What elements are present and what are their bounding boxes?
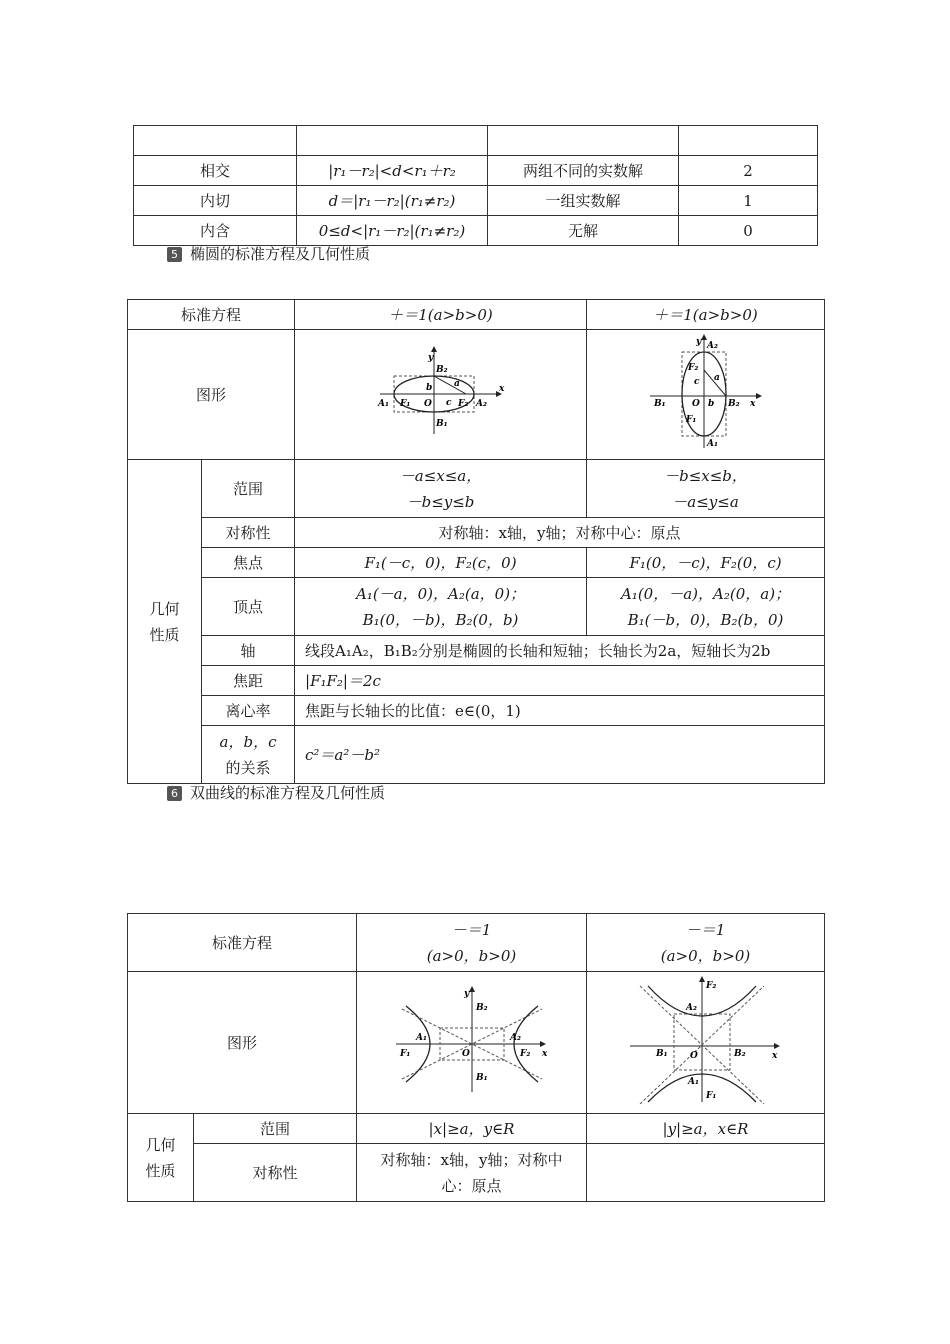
focal-label: 焦距 (202, 666, 295, 696)
a2-label: A₂ (475, 398, 487, 409)
vertex-vertical: A₁(0，－a)，A₂(0，a)； B₁(－b，0)，B₂(b，0) (587, 578, 825, 636)
eccentricity-value: 焦距与长轴长的比值：e∈(0，1) (295, 696, 825, 726)
f2-label: F₂ (519, 1048, 530, 1059)
group-label: 性质 (145, 1161, 176, 1180)
solutions-cell: 一组实数解 (488, 186, 679, 216)
equation-horizontal: ＋＝1(a>b>0) (295, 300, 587, 330)
abc-relation-label: a，b，c 的关系 (202, 726, 295, 784)
solutions-cell: 两组不同的实数解 (488, 156, 679, 186)
x-axis-label: x (749, 398, 755, 409)
symmetry-vertical (587, 1144, 825, 1202)
focus-vertical: F₁(0，－c)，F₂(0，c) (587, 548, 825, 578)
group-label: 性质 (149, 625, 180, 644)
symmetry-value: 对称轴：x轴，y轴；对称中心：原点 (295, 518, 825, 548)
ellipse-vertical-figure-cell (587, 330, 825, 460)
header-label: 标准方程 (128, 914, 357, 972)
table-row (134, 216, 818, 246)
a2-label: A₂ (509, 1032, 521, 1043)
a1-label: A₁ (706, 438, 718, 449)
section-number-badge: 5 (167, 247, 182, 262)
symmetry-horizontal: 对称轴：x轴，y轴；对称中 心：原点 (357, 1144, 587, 1202)
eccentricity-label: 离心率 (202, 696, 295, 726)
focus-horizontal: F₁(－c，0)，F₂(c，0) (295, 548, 587, 578)
vertex-label: 顶点 (202, 578, 295, 636)
equation-vertical: ＋＝1(a>b>0) (587, 300, 825, 330)
y-axis-label: y (695, 336, 701, 347)
solutions-cell: 无解 (488, 216, 679, 246)
ellipse-horizontal-figure (376, 346, 506, 436)
axis-value: 线段A₁A₂，B₁B₂分别是椭圆的长轴和短轴；长轴长为2a，短轴长为2b (295, 636, 825, 666)
focus-label: 焦点 (202, 548, 295, 578)
b2-label: B₂ (475, 1002, 488, 1013)
b2-label: B₂ (435, 364, 448, 375)
hyperbola-vertical-figure (626, 974, 786, 1104)
table-row (128, 696, 825, 726)
b-label: b (707, 398, 714, 409)
section-6-heading (167, 783, 385, 803)
count-cell: 0 (679, 216, 818, 246)
f1-label: F₁ (705, 1090, 716, 1101)
table-row (134, 126, 818, 156)
table-row (128, 636, 825, 666)
abc-relation-value: c²＝a²－b² (295, 726, 825, 784)
b2-label: B₂ (727, 398, 740, 409)
range-label: 范围 (202, 460, 295, 518)
table-row (134, 186, 818, 216)
symmetry-label: 对称性 (194, 1144, 357, 1202)
range-horizontal: |x|≥a，y∈R (357, 1114, 587, 1144)
group-label-cell (128, 1114, 194, 1202)
a1-label: A₁ (687, 1076, 699, 1087)
a2-label: A₂ (685, 1002, 697, 1013)
circle-relation-table (133, 125, 818, 246)
origin-label: O (461, 1048, 470, 1059)
relation-cell: 内切 (134, 186, 297, 216)
equation-horizontal: －＝1 (a>0，b>0) (357, 914, 587, 972)
table-row (128, 666, 825, 696)
table-row (134, 156, 818, 186)
axis-label: 轴 (202, 636, 295, 666)
table-row (128, 972, 825, 1114)
range-horizontal: －a≤x≤a， －b≤y≤b (295, 460, 587, 518)
hyperbola-horizontal-figure-cell (357, 972, 587, 1114)
origin-label: O (689, 1050, 698, 1061)
b1-label: B₁ (435, 418, 448, 429)
table-row (128, 914, 825, 972)
table-row (128, 300, 825, 330)
f1-label: F₁ (399, 398, 410, 409)
focal-value: |F₁F₂|＝2c (295, 666, 825, 696)
c-label: c (693, 376, 699, 387)
condition-cell: |r₁－r₂|<d<r₁＋r₂ (297, 156, 488, 186)
hyperbola-horizontal-figure (392, 984, 552, 1094)
table-row (128, 548, 825, 578)
ellipse-horizontal-figure-cell (295, 330, 587, 460)
figure-label: 图形 (128, 330, 295, 460)
relation-cell: 相交 (134, 156, 297, 186)
table-row (128, 726, 825, 784)
condition-cell: 0≤d<|r₁－r₂|(r₁≠r₂) (297, 216, 488, 246)
table-row (128, 518, 825, 548)
f2-label: F₂ (687, 362, 698, 373)
hyperbola-vertical-figure-cell (587, 972, 825, 1114)
a-label: a (713, 372, 720, 383)
vertex-horizontal: A₁(－a，0)，A₂(a，0)； B₁(0，－b)，B₂(0，b) (295, 578, 587, 636)
relation-cell: 内含 (134, 216, 297, 246)
hyperbola-table (127, 913, 825, 1202)
y-axis-label: y (427, 352, 433, 363)
a2-label: A₂ (706, 340, 718, 351)
condition-cell: d＝|r₁－r₂|(r₁≠r₂) (297, 186, 488, 216)
b-label: b (425, 382, 432, 393)
section-title: 椭圆的标准方程及几何性质 (190, 245, 371, 263)
b1-label: B₁ (653, 398, 666, 409)
group-label: 几何 (149, 599, 180, 618)
f1-label: F₁ (399, 1048, 410, 1059)
symmetry-label: 对称性 (202, 518, 295, 548)
table-row (128, 1144, 825, 1202)
range-label: 范围 (194, 1114, 357, 1144)
group-label: 几何 (145, 1135, 176, 1154)
count-cell: 1 (679, 186, 818, 216)
origin-label: O (423, 398, 432, 409)
section-number-badge: 6 (167, 786, 182, 801)
f1-label: F₁ (685, 414, 696, 425)
a1-label: A₁ (415, 1032, 427, 1043)
table-row (128, 330, 825, 460)
section-title: 双曲线的标准方程及几何性质 (190, 784, 386, 802)
group-label-cell (128, 460, 202, 784)
origin-label: O (691, 398, 700, 409)
ellipse-vertical-figure (646, 332, 766, 450)
c-label: c (445, 397, 451, 408)
x-axis-label: x (771, 1050, 777, 1061)
a1-label: A₁ (377, 398, 389, 409)
table-row (128, 578, 825, 636)
ellipse-table (127, 299, 825, 784)
figure-label: 图形 (128, 972, 357, 1114)
x-axis-label: x (541, 1048, 547, 1059)
equation-vertical: －＝1 (a>0，b>0) (587, 914, 825, 972)
table-row (128, 1114, 825, 1144)
b1-label: B₁ (655, 1048, 668, 1059)
table-row (128, 460, 825, 518)
section-5-heading (167, 244, 370, 264)
f2-label: F₂ (705, 980, 716, 991)
f2-label: F₂ (457, 398, 468, 409)
b2-label: B₂ (733, 1048, 746, 1059)
x-axis-label: x (498, 383, 504, 394)
range-vertical: |y|≥a，x∈R (587, 1114, 825, 1144)
a-label: a (453, 378, 460, 389)
header-label: 标准方程 (128, 300, 295, 330)
b1-label: B₁ (475, 1072, 488, 1083)
range-vertical: －b≤x≤b， －a≤y≤a (587, 460, 825, 518)
count-cell: 2 (679, 156, 818, 186)
y-axis-label: y (463, 988, 469, 999)
